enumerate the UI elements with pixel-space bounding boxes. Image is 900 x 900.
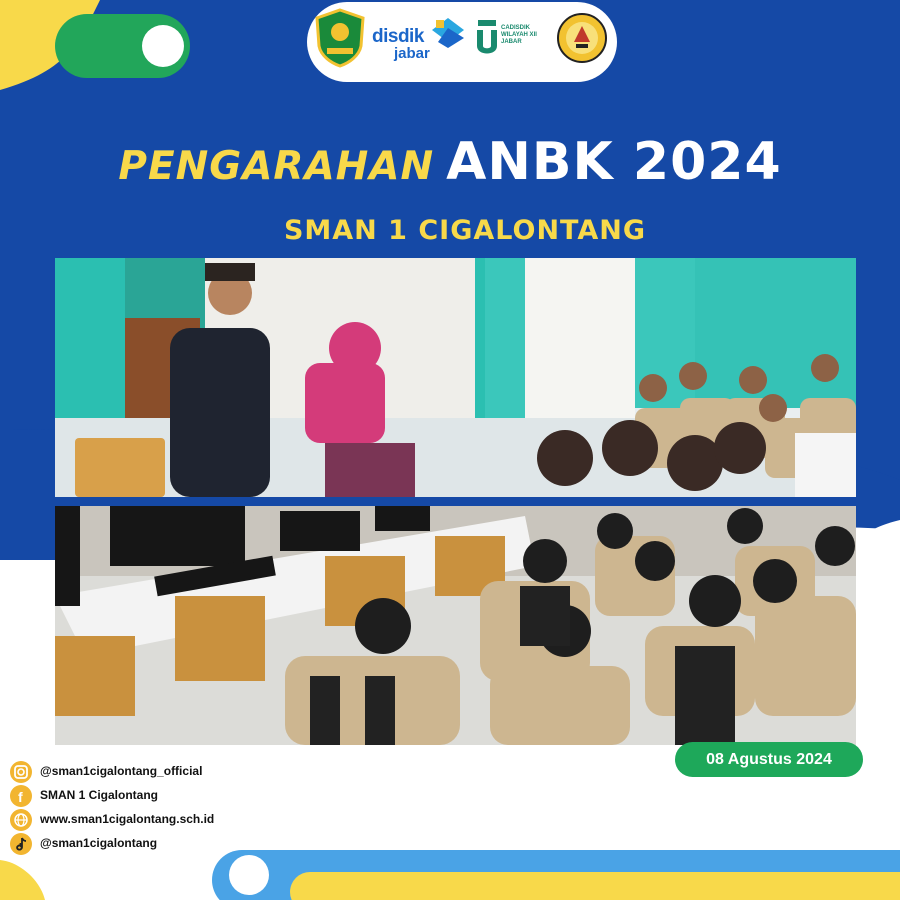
cadisdik-logo — [474, 18, 550, 62]
disdik-text: disdik — [372, 26, 424, 47]
facebook-name: SMAN 1 Cigalontang — [40, 788, 159, 802]
instagram-icon — [10, 761, 32, 783]
jabar-text: jabar — [394, 45, 430, 62]
social-tiktok[interactable] — [10, 833, 310, 855]
tiktok-handle: @sman1cigalontang — [40, 836, 158, 850]
disdik-jabar-logo — [372, 16, 467, 64]
cadisdik-text: CADISDIK WILAYAH XII JABAR — [501, 25, 537, 45]
headline — [0, 132, 900, 192]
social-facebook[interactable] — [10, 785, 310, 807]
facebook-icon — [10, 785, 32, 807]
instagram-handle: @sman1cigalontang_official — [40, 764, 203, 778]
computer-lab-photo — [55, 506, 856, 745]
jabar-crest-icon — [313, 8, 367, 68]
social-instagram[interactable] — [10, 761, 310, 783]
social-website[interactable] — [10, 809, 310, 831]
sman-logo-icon — [556, 8, 608, 68]
school-name: SMAN 1 CIGALONTANG — [283, 215, 647, 246]
briefing-photo — [55, 258, 856, 497]
headline-anbk: ANBK 2024 — [446, 132, 782, 192]
headline-pengarahan: PENGARAHAN — [118, 144, 435, 189]
website-url: www.sman1cigalontang.sch.id — [40, 812, 215, 826]
tiktok-icon — [10, 833, 32, 855]
date-badge: 08 Agustus 2024 — [675, 742, 863, 777]
svg-text:f: f — [18, 789, 23, 805]
globe-icon — [10, 809, 32, 831]
